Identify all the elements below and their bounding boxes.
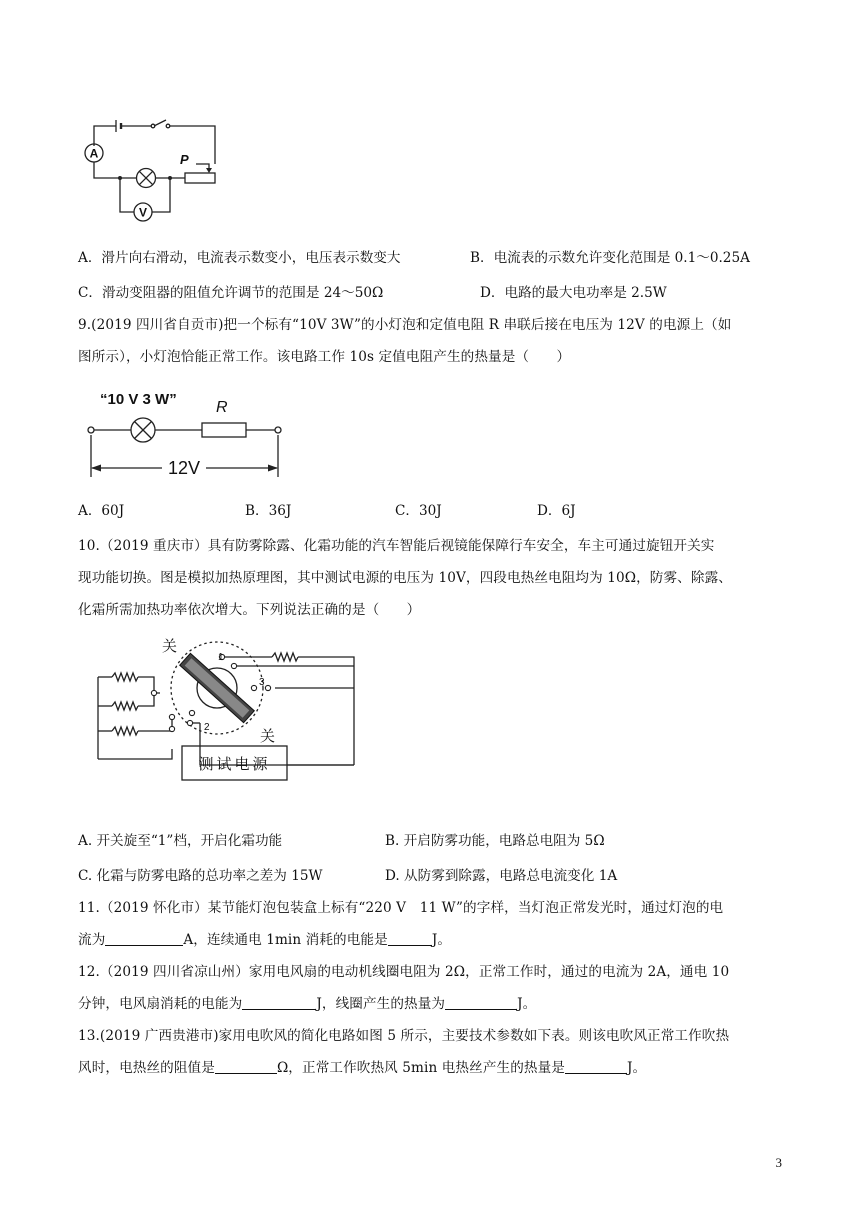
q12-blank-heat[interactable] bbox=[445, 994, 517, 1010]
q13-stem-line2 bbox=[78, 1057, 646, 1079]
q12-blank-energy[interactable] bbox=[242, 994, 316, 1010]
q13-blank-resistance[interactable] bbox=[215, 1058, 277, 1074]
q8-option-c: C．滑动变阻器的阻值允许调节的范围是 24～50Ω bbox=[78, 285, 384, 301]
voltmeter-label: V bbox=[138, 205, 148, 220]
contact-3-label: 3 bbox=[259, 677, 265, 688]
q8-option-b: B．电流表的示数允许变化范围是 0.1～0.25A bbox=[470, 250, 750, 266]
ammeter-label: A bbox=[89, 146, 99, 161]
resistor-label: R bbox=[216, 399, 228, 416]
q11-text-c: J。 bbox=[431, 932, 452, 948]
q13-stem-line1: 13.(2019 广西贵港市)家用电吹风的简化电路如图 5 所示，主要技术参数如下表。则该电吹风正常工作吹热 bbox=[78, 1028, 730, 1044]
q10-stem-line1: 10.（2019 重庆市）具有防雾除露、化霜功能的汽车智能后视镜能保障行车安全，车主可通过旋钮开关实 bbox=[78, 538, 715, 554]
q9-option-c: C．30J bbox=[395, 503, 442, 519]
slider-label: P bbox=[180, 152, 189, 167]
q13-text-b: Ω，正常工作吹热风 5min 电热丝产生的热量是 bbox=[276, 1060, 565, 1076]
test-power-source-label: 测试电源 bbox=[198, 756, 271, 773]
q9-circuit-figure bbox=[80, 385, 295, 480]
q9-option-b: B．36J bbox=[245, 503, 292, 519]
lamp-rating-label: “10 V 3 W” bbox=[100, 391, 177, 408]
q11-blank-energy[interactable] bbox=[388, 930, 432, 946]
q11-text-a: 流为 bbox=[78, 932, 106, 948]
q13-blank-heat[interactable] bbox=[565, 1058, 627, 1074]
switch-off-bottom-label: 关 bbox=[260, 728, 276, 745]
q11-stem-line2 bbox=[78, 929, 451, 951]
q10-option-d: D. 从防雾到除露，电路总电流变化 1A bbox=[385, 868, 618, 884]
q12-text-c: J。 bbox=[517, 996, 537, 1012]
q8-option-a: A．滑片向右滑动，电流表示数变小，电压表示数变大 bbox=[78, 250, 401, 266]
q12-text-a: 分钟，电风扇消耗的电能为 bbox=[78, 996, 243, 1012]
q12-stem-line1: 12.（2019 四川省凉山州）家用电风扇的电动机线圈电阻为 2Ω，正常工作时，通过的电流为 2A，通电 10 bbox=[78, 964, 730, 980]
q9-stem-line1: 9.(2019 四川省自贡市)把一个标有“10V 3W”的小灯泡和定值电阻 R 串联后接在电压为 12V 的电源上（如 bbox=[78, 317, 732, 333]
switch-off-top-label: 关 bbox=[162, 638, 178, 655]
q12-text-b: J，线圈产生的热量为 bbox=[316, 996, 446, 1012]
q10-option-c: C. 化霜与防雾电路的总功率之差为 15W bbox=[78, 868, 323, 884]
q10-heating-circuit-figure bbox=[92, 633, 367, 793]
q11-text-b: A，连续通电 1min 消耗的电能是 bbox=[183, 932, 388, 948]
q9-option-d: D．6J bbox=[537, 503, 576, 519]
q10-option-a: A. 开关旋至“1”档，开启化霜功能 bbox=[78, 833, 283, 849]
voltage-label: 12V bbox=[167, 458, 201, 478]
q11-blank-current[interactable] bbox=[105, 930, 183, 946]
q8-circuit-figure bbox=[78, 116, 228, 230]
page-number: 3 bbox=[775, 1155, 782, 1170]
q10-option-b: B. 开启防雾功能，电路总电阻为 5Ω bbox=[385, 833, 605, 849]
contact-1-label: 1 bbox=[218, 652, 224, 663]
q9-option-a: A．60J bbox=[78, 503, 125, 519]
q13-text-c: J。 bbox=[626, 1060, 647, 1076]
contact-2-label: 2 bbox=[204, 722, 210, 733]
q8-option-d: D．电路的最大电功率是 2.5W bbox=[480, 285, 667, 301]
q10-stem-line2: 现功能切换。图是模拟加热原理图，其中测试电源的电压为 10V，四段电热丝电阻均为 10Ω，防雾、除露、 bbox=[78, 570, 732, 586]
q9-stem-line2: 图所示），小灯泡恰能正常工作。该电路工作 10s 定值电阻产生的热量是（ ） bbox=[78, 349, 571, 365]
q13-text-a: 风时，电热丝的阻值是 bbox=[78, 1060, 215, 1076]
q11-stem-line1: 11.（2019 怀化市）某节能灯泡包装盒上标有“220 V 11 W”的字样，当灯泡正常发光时，通过灯泡的电 bbox=[78, 900, 724, 916]
q10-stem-line3: 化霜所需加热功率依次增大。下列说法正确的是（ ） bbox=[78, 602, 421, 618]
q12-stem-line2 bbox=[78, 993, 536, 1015]
